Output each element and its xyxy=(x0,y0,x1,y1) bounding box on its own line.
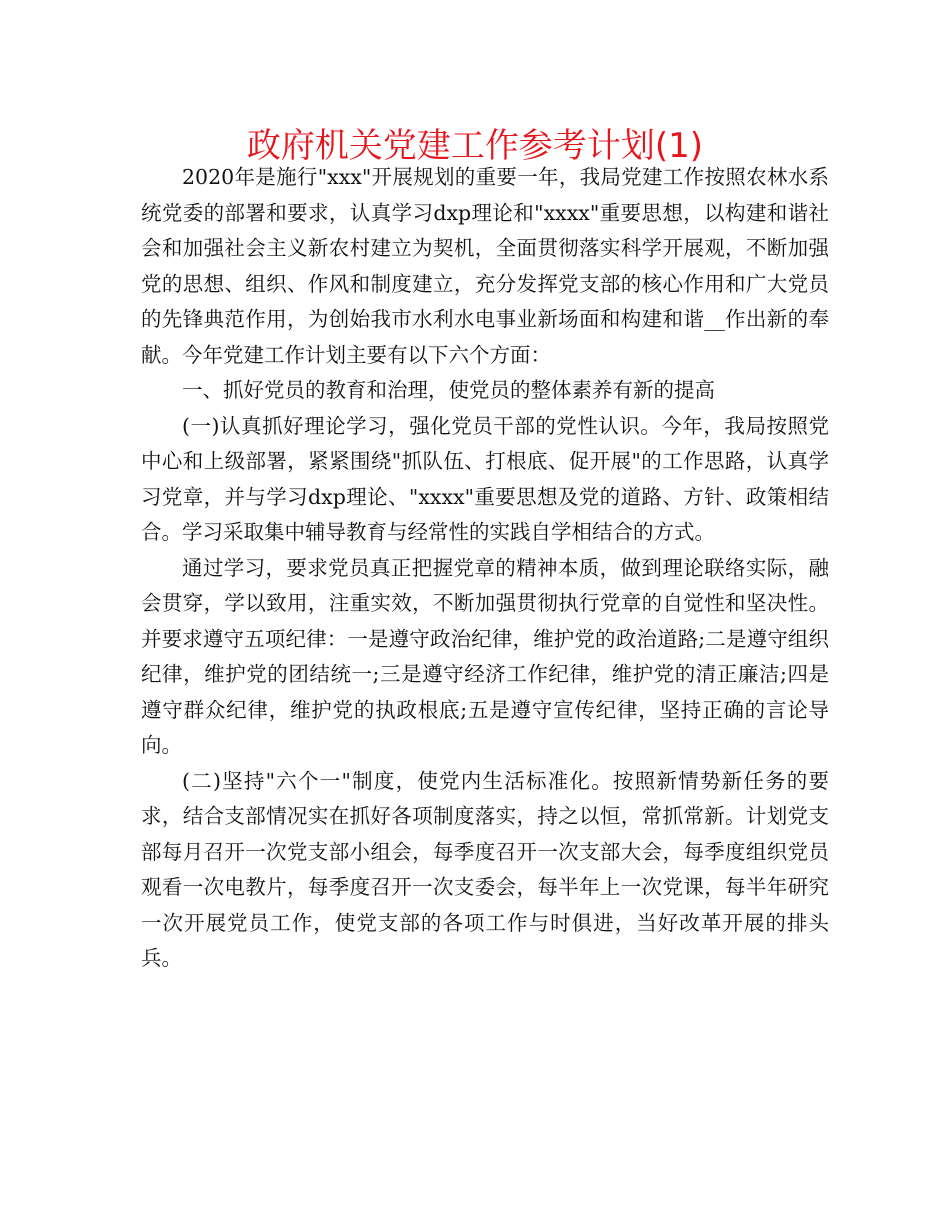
section-heading-1: 一、抓好党员的教育和治理，使党员的整体素养有新的提高 xyxy=(182,378,715,402)
paragraph-theory-study: (一)认真抓好理论学习，强化党员干部的党性认识。今年，我局按照党中心和上级部署，紧紧围绕"抓队伍、打根底、促开展"的工作思路，认真学习党章，并与学习dxp理论、"xxxx"重要思想及党的道路、方针、政策相结合。学习采取集中辅导教育与经常性的实践自学相结合的方式。 xyxy=(141,413,829,544)
document-body xyxy=(141,160,829,977)
paragraph-six-one-system: (二)坚持"六个一"制度，使党内生活标准化。按照新情势新任务的要求，结合支部情况实在抓好各项制度落实，持之以恒，常抓常新。计划党支部每月召开一次党支部小组会，每季度召开一次支部大会，每季度组织党员观看一次电教片，每季度召开一次支委会，每半年上一次党课，每半年研究一次开展党员工作，使党支部的各项工作与时俱进，当好改革开展的排头兵。 xyxy=(141,768,829,970)
document-title: 政府机关党建工作参考计划(1) xyxy=(246,126,704,166)
paragraph-discipline: 通过学习，要求党员真正把握党章的精神本质，做到理论联络实际，融会贯穿，学以致用，注重实效，不断加强贯彻执行党章的自觉性和坚决性。并要求遵守五项纪律：一是遵守政治纪律，维护党的政治道路;二是遵守组织纪律，维护党的团结统一;三是遵守经济工作纪律，维护党的清正廉洁;四是遵守群众纪律，维护党的执政根底;五是遵守宣传纪律，坚持正确的言论导向。 xyxy=(141,555,829,757)
paragraph-intro: 2020年是施行"xxx"开展规划的重要一年，我局党建工作按照农林水系统党委的部署和要求，认真学习dxp理论和"xxxx"重要思想，以构建和谐社会和加强社会主义新农村建立为契机，全面贯彻落实科学开展观，不断加强党的思想、组织、作风和制度建立，充分发挥党支部的核心作用和广大党员的先锋典范作用，为创始我市水利水电事业新场面和构建和谐__作出新的奉献。今年党建工作计划主要有以下六个方面： xyxy=(141,165,829,367)
